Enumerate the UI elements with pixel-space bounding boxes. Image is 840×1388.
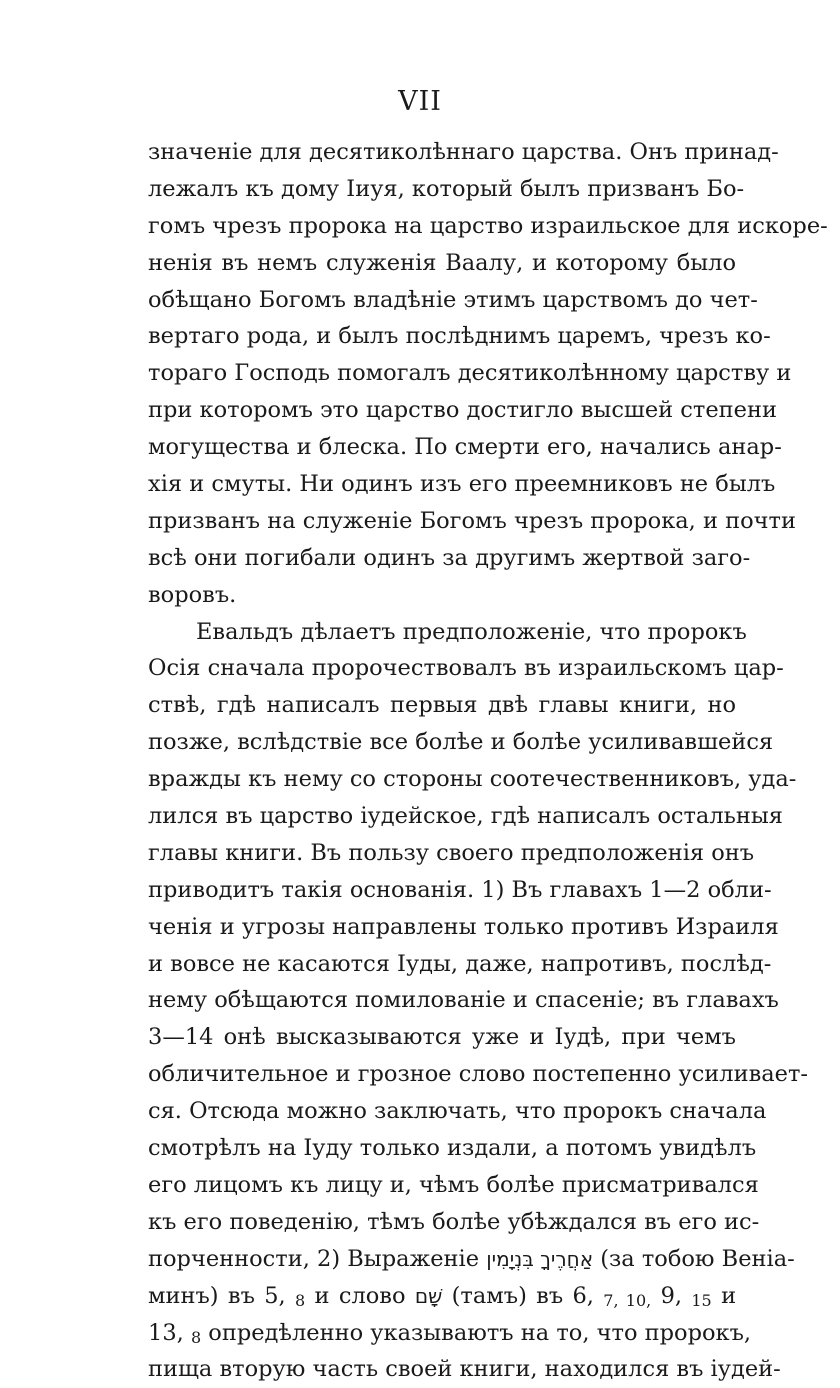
text-line: ненія въ немъ служенія Ваалу, и которому было — [148, 249, 736, 276]
text-segment: 9, — [660, 1282, 683, 1309]
text-line: вражды къ нему со стороны соотечественниковъ, уда- — [148, 766, 797, 793]
text-line: воровъ. — [148, 581, 237, 608]
text-segment: порченности, 2) Выраженіе — [148, 1245, 480, 1272]
text-line-hebrew-1 — [148, 1241, 795, 1278]
verse-number: 15 — [691, 1290, 712, 1310]
text-line: лежалъ къ дому Іиуя, который былъ призванъ Бо- — [148, 175, 745, 202]
text-segment: и слово — [314, 1282, 406, 1309]
verse-number: 8 — [190, 1327, 202, 1347]
text-line: всѣ они погибали одинъ за другимъ жертвой заго- — [148, 544, 751, 571]
text-line: обличительное и грозное слово постепенно усиливает- — [148, 1061, 809, 1088]
text-line-hebrew-2 — [148, 1278, 736, 1315]
text-line: ся. Отсюда можно заключать, что пророкъ сначала — [148, 1098, 767, 1125]
text-line-final-1 — [148, 1315, 752, 1352]
text-line: значеніе для десятиколѣннаго царства. Онъ принад- — [148, 139, 779, 165]
text-line: призванъ на служеніе Богомъ чрезъ пророка, и почти — [148, 507, 796, 534]
text-line: могущества и блеска. По смерти его, начались анар- — [148, 434, 782, 461]
text-segment: 13, — [148, 1319, 184, 1346]
text-line: ченія и угрозы направлены только противъ Израиля — [148, 913, 779, 940]
text-line: и вовсе не касаются Іуды, даже, напротивъ, послѣд- — [148, 950, 772, 977]
verse-number: 8 — [295, 1290, 306, 1310]
text-line: его лицомъ къ лицу и, чѣмъ болѣе присматривался — [148, 1171, 759, 1198]
text-segment: минъ) въ 5, — [148, 1282, 286, 1309]
text-line: лился въ царство іудейское, гдѣ написалъ остальныя — [148, 803, 783, 830]
text-line: нему обѣщаются помилованіе и спасеніе; въ главахъ — [148, 987, 779, 1014]
text-line: приводитъ такія основанія. 1) Въ главахъ 1—2 обли- — [148, 876, 772, 903]
page-number: VII — [398, 86, 442, 117]
text-segment: (тамъ) въ 6, — [451, 1282, 594, 1309]
text-line: Евальдъ дѣлаетъ предположеніе, что пророкъ — [196, 618, 747, 645]
text-segment: и — [721, 1282, 737, 1309]
text-segment: (за тобою Веніа- — [600, 1245, 795, 1272]
text-line: хія и смуты. Ни одинъ изъ его преемниковъ не былъ — [148, 471, 776, 498]
text-line: ствѣ, гдѣ написалъ первыя двѣ главы книги, но — [148, 692, 736, 719]
verse-number: 7, 10, — [603, 1290, 652, 1310]
text-line: обѣщано Богомъ владѣніе этимъ царствомъ до чет- — [148, 286, 758, 313]
text-line: при которомъ это царство достигло высшей степени — [148, 397, 777, 424]
body-text — [148, 134, 828, 1388]
text-line: смотрѣлъ на Іуду только издали, а потомъ увидѣлъ — [148, 1135, 757, 1162]
text-line: вертаго рода, и былъ послѣднимъ царемъ, чрезъ ко- — [148, 323, 771, 350]
text-segment: опредѣленно указываютъ на то, что пророкъ, — [208, 1319, 752, 1346]
text-line: главы книги. Въ пользу своего предположенія онъ — [148, 839, 755, 866]
text-line: 3—14 онѣ высказываются уже и Іудѣ, при чемъ — [148, 1024, 736, 1051]
text-line: тораго Господь помогалъ десятиколѣнному царству и — [148, 360, 792, 387]
text-line: пища вторую часть своей книги, находился въ іудей- — [148, 1356, 781, 1383]
text-line: гомъ чрезъ пророка на царство израильское для искоре- — [148, 212, 828, 239]
text-line: Осія сначала пророчествовалъ въ израильскомъ цар- — [148, 655, 784, 682]
text-line: позже, вслѣдствіе все болѣе и болѣе усиливавшейся — [148, 729, 774, 756]
text-line: къ его поведенію, тѣмъ болѣе убѣждался въ его ис- — [148, 1208, 760, 1235]
hebrew-phrase: אַחֲרֶיךָ בִּנְיָמִין — [486, 1246, 594, 1271]
hebrew-word: שָׁם — [414, 1283, 443, 1308]
